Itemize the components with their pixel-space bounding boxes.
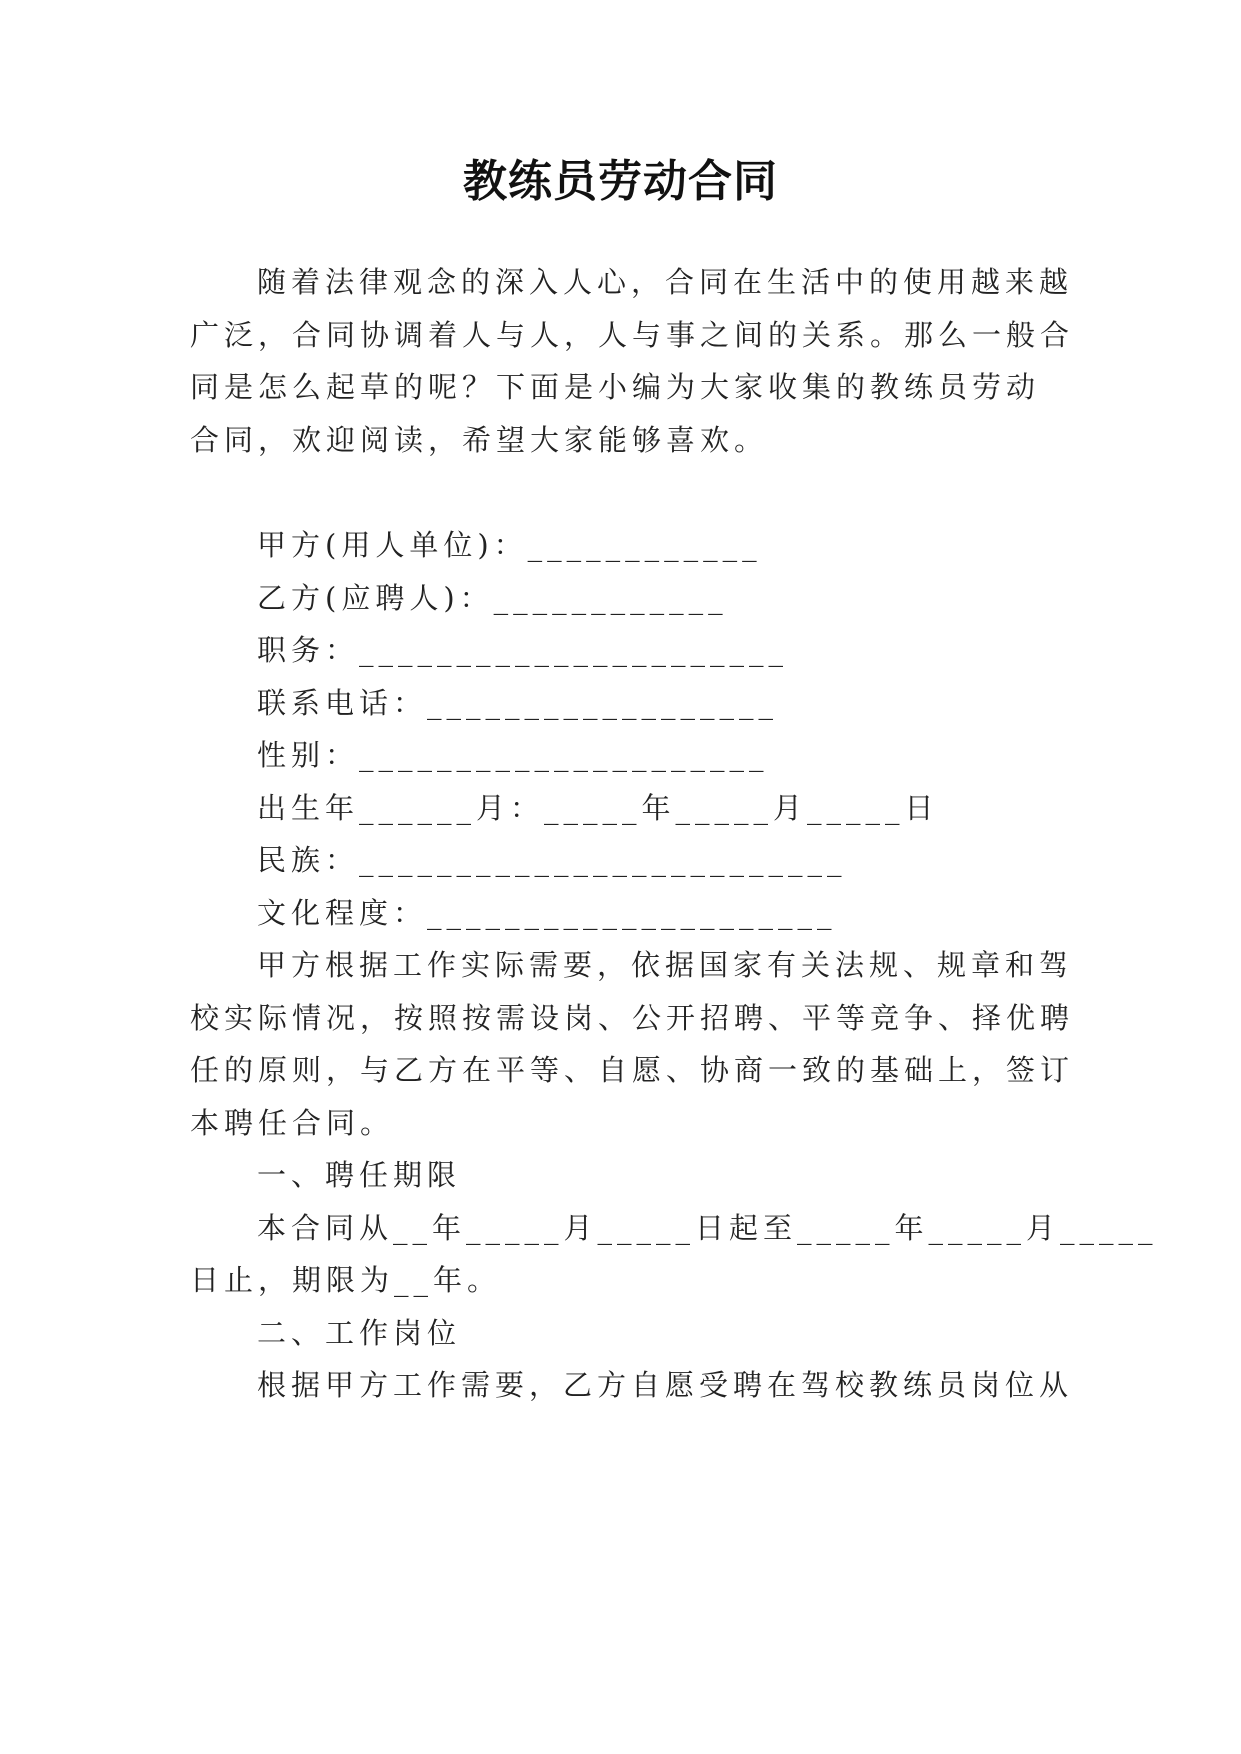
party-b-field: 乙方(应聘人)：____________ [257,581,728,615]
party-a-field: 甲方(用人单位)：____________ [257,528,762,562]
section-1-line: 本合同从__年_____月_____日起至_____年_____月_____ [257,1211,1158,1245]
phone-field: 联系电话：__________________ [257,686,779,720]
preamble-line: 本聘任合同。 [190,1106,395,1140]
intro-line: 随着法律观念的深入人心，合同在生活中的使用越来越 [257,265,1074,299]
section-1-heading: 一、聘任期限 [257,1158,462,1192]
intro-line: 同是怎么起草的呢？下面是小编为大家收集的教练员劳动 [190,370,1041,404]
ethnicity-field: 民族：_________________________ [257,843,847,877]
education-field: 文化程度：_____________________ [257,896,837,930]
section-1-line: 日止，期限为__年。 [190,1263,502,1297]
intro-line: 合同，欢迎阅读，希望大家能够喜欢。 [190,423,769,457]
intro-line: 广泛，合同协调着人与人，人与事之间的关系。那么一般合 [190,318,1075,352]
preamble-line: 校实际情况，按照按需设岗、公开招聘、平等竞争、择优聘 [190,1001,1075,1035]
preamble-line: 甲方根据工作实际需要，依据国家有关法规、规章和驾 [257,948,1074,982]
section-2-line: 根据甲方工作需要，乙方自愿受聘在驾校教练员岗位从 [257,1368,1074,1402]
section-2-heading: 二、工作岗位 [257,1316,462,1350]
gender-field: 性别：_____________________ [257,738,769,772]
preamble-line: 任的原则，与乙方在平等、自愿、协商一致的基础上，签订 [190,1053,1075,1087]
birth-field: 出生年______月：_____年_____月_____日 [257,791,939,825]
position-field: 职务：______________________ [257,633,789,667]
document-title: 教练员劳动合同 [463,156,778,207]
